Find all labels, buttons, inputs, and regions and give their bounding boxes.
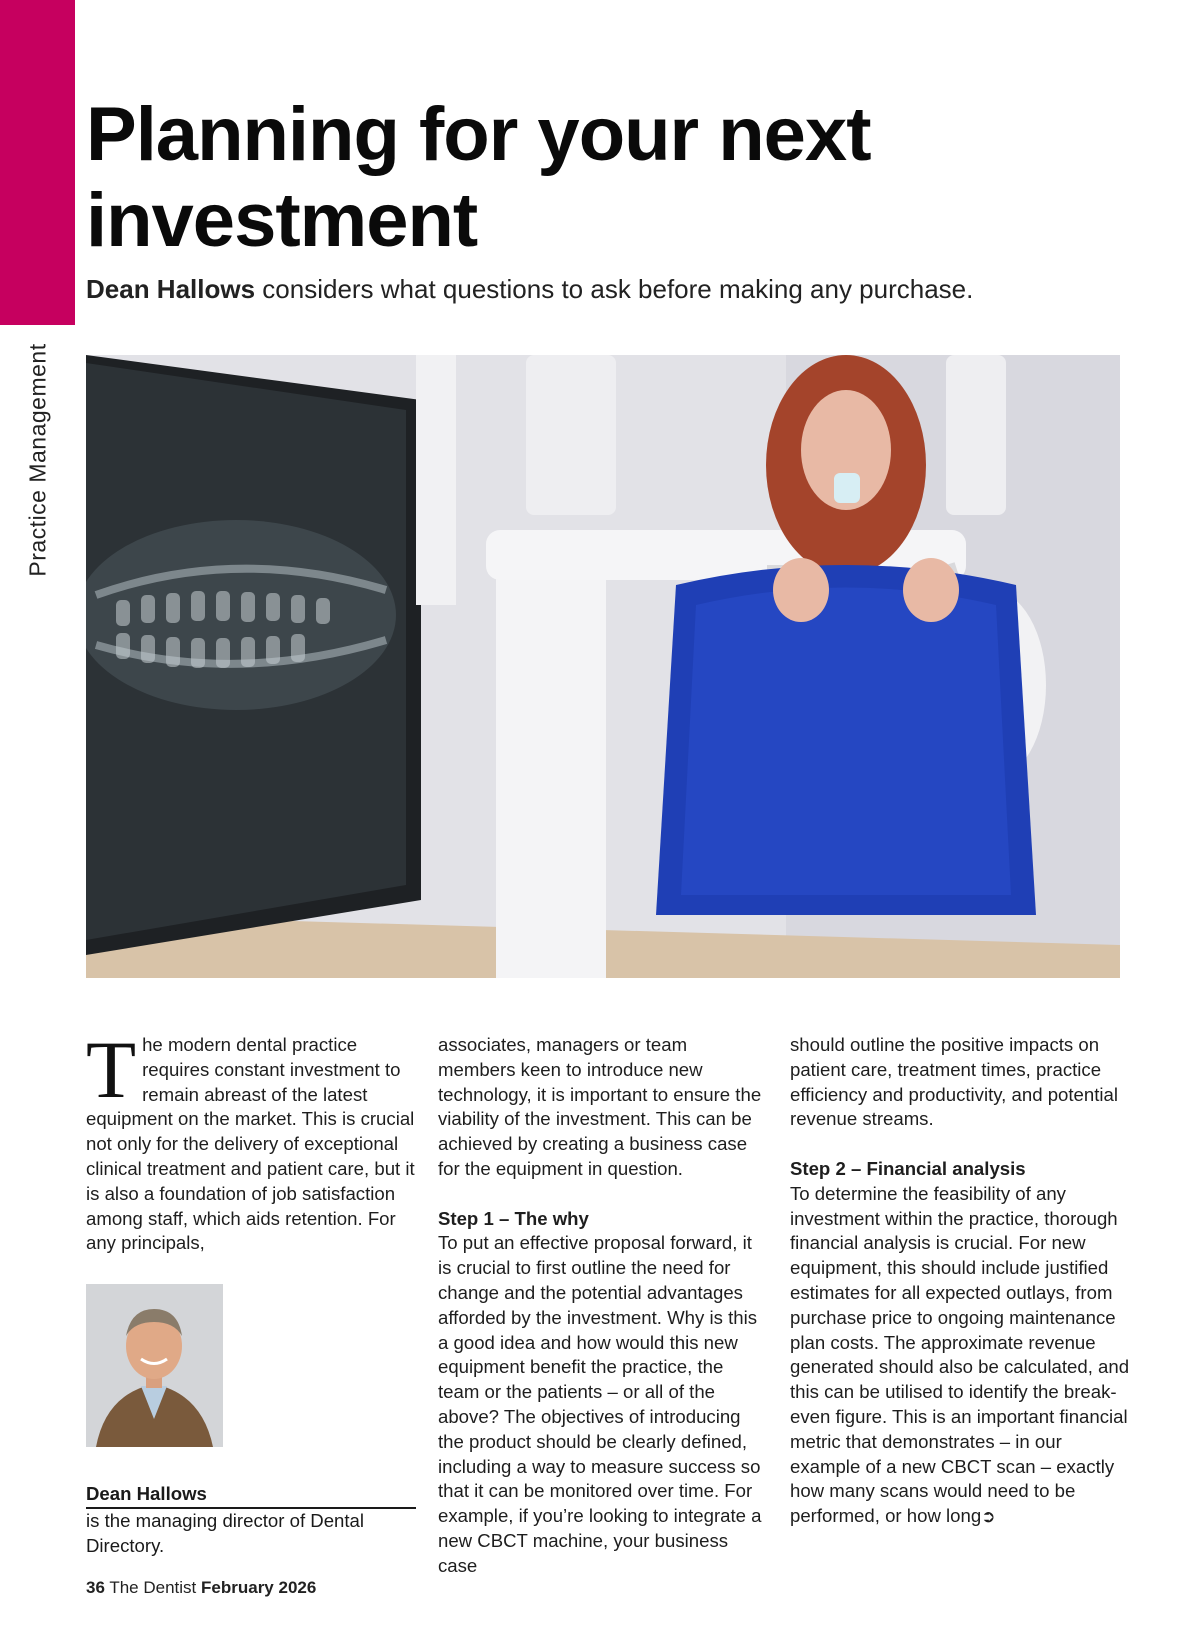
drop-cap: T [86, 1024, 137, 1115]
step2-text: To determine the feasibility of any investment within the practice, thorough financial analysis is crucial. For new equipment, this should include justified estimates for all expected outlays, from purchase price to ongoing maintenance plan costs. The approximate revenue generated should also be calculated, and this can be utilised to identify the break-even figure. This is an important financial metric that demonstrates – in our example of a new CBCT scan – exactly how many scans would need to be performed, or how long [790, 1182, 1130, 1527]
continue-arrow-icon: ➲ [981, 1507, 996, 1527]
standfirst-author: Dean Hallows [86, 274, 256, 304]
hero-image [86, 355, 1120, 978]
step2-heading: Step 2 – Financial analysis [790, 1157, 1026, 1179]
paragraph-continued: associates, managers or team members keen to introduce new technology, it is important to ensure the viability of the investment. This can be achieved by creating a business case for the equipment in question. [438, 1034, 762, 1179]
intro-paragraph: he modern dental practice requires constant investment to remain abreast of the latest equipment on the market. This is crucial not only for the delivery of exceptional clinical treatment and patient care, but it is also a foundation of job satisfaction among staff, which aids retention. For any principals, [86, 1034, 415, 1254]
section-label: Practice Management [24, 343, 51, 577]
article-headline: Planning for your next investment [86, 92, 871, 263]
column-3 [790, 1033, 1130, 1530]
standfirst-text: considers what questions to ask before making any purchase. [255, 274, 974, 304]
column-2 [438, 1033, 768, 1579]
author-bio: is the managing director of Dental Directory. [86, 1510, 365, 1556]
step2-paragraph [790, 1182, 1130, 1530]
step1-heading: Step 1 – The why [438, 1207, 589, 1229]
author-portrait [86, 1284, 223, 1447]
column-1 [86, 1024, 416, 1256]
hero-illustration [86, 355, 1120, 978]
page-number: 36 [86, 1578, 105, 1597]
paragraph-continued-2: should outline the positive impacts on patient care, treatment times, practice efficiency and productivity, and potential revenue streams. [790, 1034, 1119, 1130]
author-photo [86, 1284, 223, 1447]
step1-paragraph: To put an effective proposal forward, it is crucial to first outline the need for change and the potential advantages afforded by the investment. Why is this a good idea and how would this new equipment benefit the practice, the team or the patients – or all of the above? The objectives of introducing the product should be clearly defined, including a way to measure success so that it can be monitored over time. For example, if you’re looking to integrate a new CBCT machine, your business case [438, 1232, 762, 1576]
author-name: Dean Hallows [86, 1482, 416, 1509]
issue-date: February 2026 [201, 1578, 317, 1597]
page-footer [86, 1578, 316, 1598]
magazine-name: The Dentist [109, 1578, 197, 1597]
standfirst [86, 272, 1146, 306]
accent-bar [0, 0, 75, 325]
